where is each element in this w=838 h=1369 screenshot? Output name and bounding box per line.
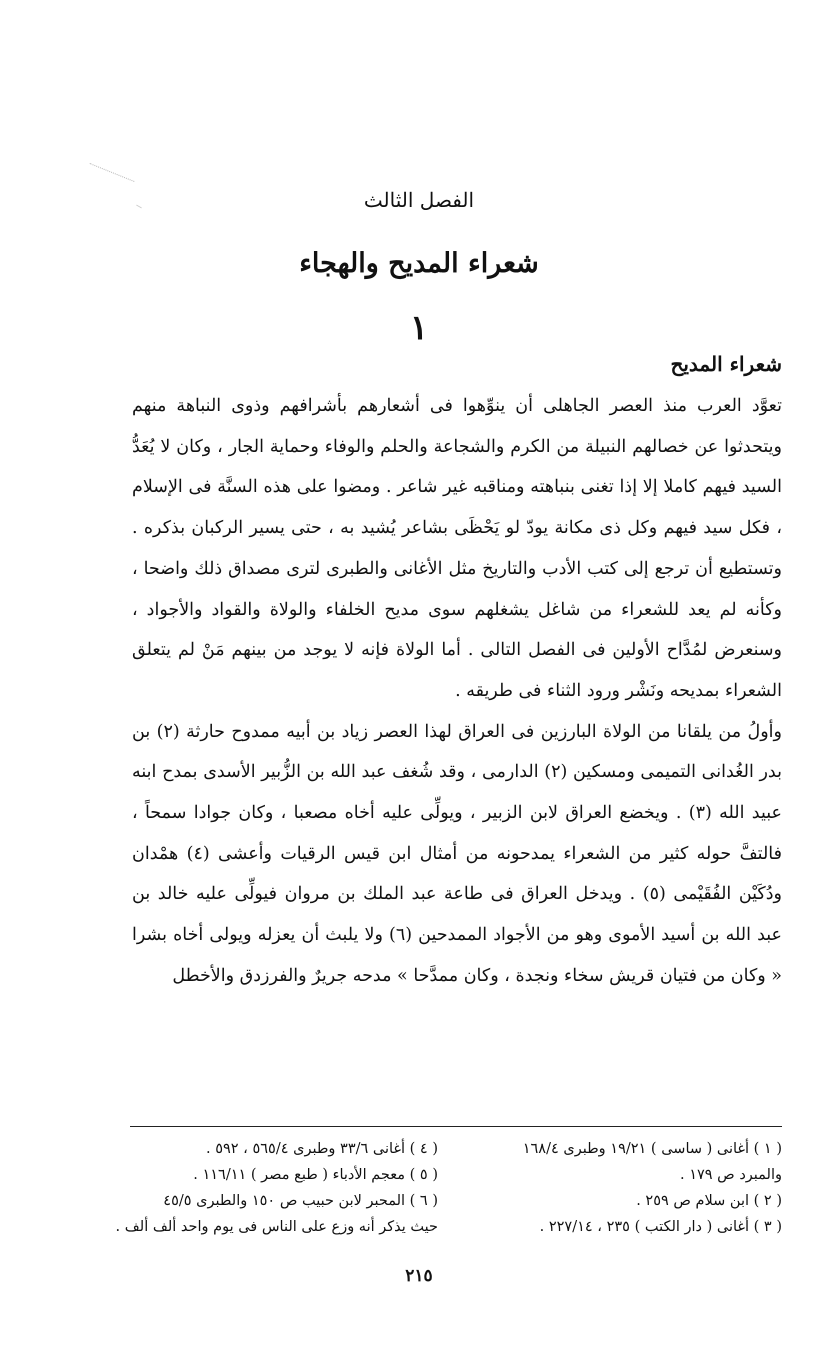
footnote: ( ٦ ) المحبر لابن حبيب ص ١٥٠ والطبرى ٤٥/٥ xyxy=(163,1193,438,1209)
chapter-label: الفصل الثالث xyxy=(363,188,475,212)
footnote: ( ٥ ) معجم الأدباء ( طبع مصر ) ١١٦/١١ . xyxy=(193,1167,438,1183)
footnote: ( ٣ ) أغانى ( دار الكتب ) ٢٣٥ ، ٢٢٧/١٤ . xyxy=(539,1219,782,1235)
footnote: ( ٤ ) أغانى ٣٣/٦ وطبرى ٥٦٥/٤ ، ٥٩٢ . xyxy=(205,1141,438,1157)
section-number: ١ xyxy=(409,308,429,348)
body-text xyxy=(132,386,782,997)
section-heading: شعراء المديح xyxy=(670,352,782,376)
chapter-title: شعراء المديح والهجاء xyxy=(299,248,539,279)
footnote-divider xyxy=(130,1126,782,1127)
scan-smudge xyxy=(90,163,135,182)
footnote: ( ١ ) أغانى ( ساسى ) ١٩/٢١ وطبرى ١٦٨/٤ xyxy=(522,1141,782,1157)
footnote: والمبرد ص ١٧٩ . xyxy=(679,1167,782,1183)
page-number: ٢١٥ xyxy=(405,1266,433,1286)
footnotes-left-column xyxy=(115,1136,438,1240)
footnotes-right-column xyxy=(467,1136,782,1240)
paragraph: وأولُ من يلقانا من الولاة البارزين فى العراق لهذا العصر زياد بن أبيه ممدوح حارثة (٢) بن بدر الغُدانى التميمى ومسكين (٢) الدارمى ، وقد شُغف عبد الله بن الزُّبير الأسدى بمدح ابنه عبيد الله (٣) . ويخضع العراق لابن الزبير ، ويولِّى عليه أخاه مصعبا ، وكان جوادا سمحاً ، فالتفَّ حوله كثير من الشعراء يمدحونه من أمثال ابن قيس الرقيات وأعشى (٤) همْدان ودُكَيْن الفُقَيْمى (٥) . ويدخل العراق فى طاعة عبد الملك بن مروان فيولِّى عليه خالد بن عبد الله بن أسيد الأموى وهو من الأجواد الممدحين (٦) ولا يلبث أن يعزله ويولى أخاه بشرا « وكان من فتيان قريش سخاء ونجدة ، وكان ممدَّحا » مدحه جريرٌ والفرزدق والأخطل xyxy=(132,721,782,986)
footnote: حيث يذكر أنه وزع على الناس فى يوم واحد ألف ألف . xyxy=(115,1219,438,1235)
footnote: ( ٢ ) ابن سلام ص ٢٥٩ . xyxy=(636,1193,782,1209)
paragraph: تعوَّد العرب منذ العصر الجاهلى أن ينوِّهوا فى أشعارهم بأشرافهم وذوى النباهة منهم ويتحدثوا عن خصالهم النبيلة من الكرم والشجاعة والحلم والوفاء وحماية الجار ، وكان لا يُعَدُّ السيد فيهم كاملا إلا إذا تغنى بنباهته ومناقبه غير شاعر . ومضوا على هذه السنَّة فى الإسلام ، فكل سيد فيهم وكل ذى مكانة يودّ لو يَحْظَى بشاعر يُشيد به ، حتى يسير الركبان بذكره . وتستطيع أن ترجع إلى كتب الأدب والتاريخ مثل الأغانى والطبرى لترى مصداق ذلك واضحا ، وكأنه لم يعد للشعراء من شاغل يشغلهم سوى مديح الخلفاء والولاة والقواد والأجواد ، وسنعرض لمُدَّاح الأولين فى الفصل التالى . أما الولاة فإنه لا يوجد من بينهم مَنْ لم يتعلق الشعراء بمديحه ونَشْر ورود الثناء فى طريقه . xyxy=(132,396,782,701)
